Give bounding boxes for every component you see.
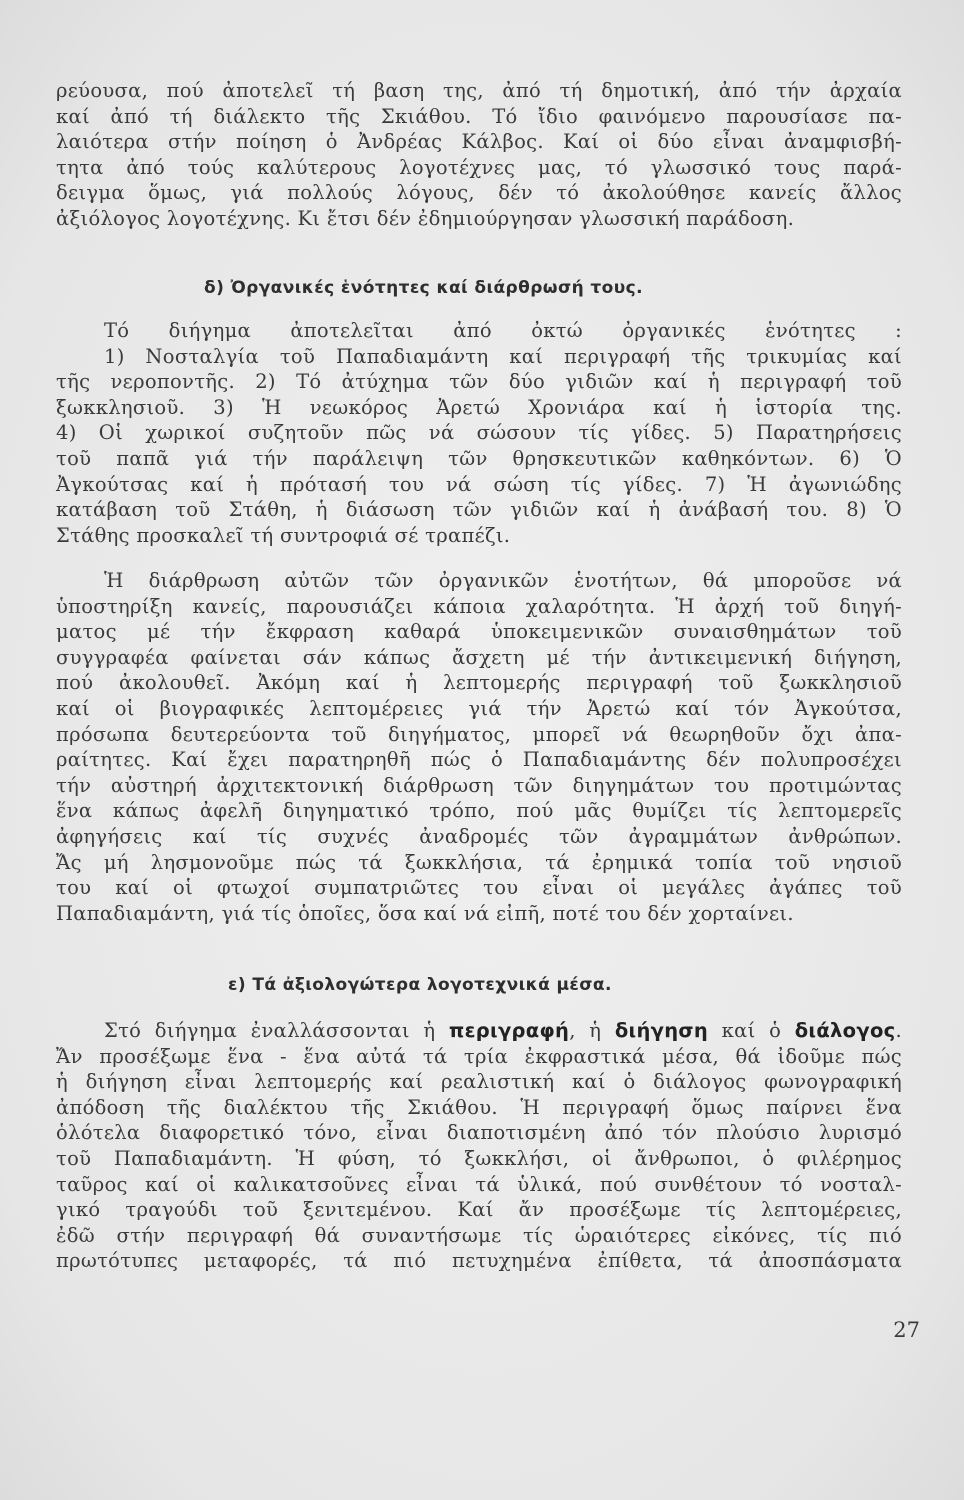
text-line: τήν αὐστηρή ἀρχιτεκτονική διάρθρωση τῶν διηγημάτων του προτιμώντας bbox=[56, 773, 902, 797]
text-line: καί οἱ βιογραφικές λεπτομέρειες γιά τήν Ἀρετώ καί τόν Ἀγκούτσα, bbox=[56, 696, 902, 720]
text-line: 4) Οἱ χωρικοί συζητοῦν πῶς νά σώσουν τίς γίδες. 5) Παρατηρήσεις bbox=[56, 421, 902, 445]
text-line: Στάθης προσκαλεῖ τή συντροφιά σέ τραπέζι. bbox=[56, 523, 511, 547]
paragraph-structure bbox=[56, 568, 902, 926]
paragraph-literary-means bbox=[56, 1018, 902, 1274]
text-line: ταῦρος καί οἱ καλικατσοῦνες εἶναι τά ὑλικά, πού συνθέτουν τό νοσταλ- bbox=[56, 1172, 902, 1196]
text-line: ρεύουσα, πού ἀποτελεῖ τή βαση της, ἀπό τή δημοτική, ἀπό τήν ἀρχαία bbox=[56, 79, 902, 102]
text-line: τητα ἀπό τούς καλύτερους λογοτέχνες μας, τό γλωσσικό τους παρά- bbox=[56, 155, 902, 179]
text-line: Ἡ διάρθρωση αὐτῶν τῶν ὀργανικῶν ἑνοτήτων, θά μποροῦσε νά bbox=[104, 569, 902, 592]
text-line: Τό διήγημα ἀποτελεῖται ἀπό ὀκτώ ὀργανικές ἑνότητες : bbox=[104, 319, 902, 342]
text-line: Ἄν προσέξωμε ἕνα - ἕνα αὐτά τά τρία ἐκφραστικά μέσα, θά ἰδοῦμε πώς bbox=[56, 1044, 902, 1068]
term-description: περιγραφή bbox=[448, 1019, 570, 1042]
text-line: δειγμα ὅμως, γιά πολλούς λόγους, δέν τό ἀκολούθησε κανείς ἄλλος bbox=[56, 181, 902, 205]
text-line: πρωτότυπες μεταφορές, τά πιό πετυχημένα ἐπίθετα, τά ἀποσπάσματα bbox=[56, 1249, 902, 1273]
text-run: , ἡ bbox=[569, 1019, 615, 1042]
text-line: συγγραφέα φαίνεται σάν κάπως ἄσχετη μέ τήν ἀντικειμενική διήγηση, bbox=[56, 645, 902, 669]
text-line: γικό τραγούδι τοῦ ξενιτεμένου. Καί ἄν προσέξωμε τίς λεπτομέρειες, bbox=[56, 1198, 902, 1222]
text-line: ὁλότελα διαφορετικό τόνο, εἶναι διαποτισμένη ἀπό τόν πλούσιο λυρισμό bbox=[56, 1121, 902, 1145]
paragraph-intro bbox=[56, 78, 902, 232]
section-heading-delta: δ) Ὀργανικές ἑνότητες καί διάρθρωσή τους. bbox=[204, 278, 643, 298]
term-narration: διήγηση bbox=[614, 1019, 709, 1042]
text-line: Ἀγκούτσας καί ἡ πρότασή του νά σώση τίς γίδες. 7) Ἡ ἀγωνιώδης bbox=[56, 472, 902, 496]
text-line: ματος μέ τήν ἔκφραση καθαρά ὑποκειμενικῶν συναισθημάτων τοῦ bbox=[56, 620, 902, 644]
text-line: του καί οἱ φτωχοί συμπατριῶτες του εἶναι οἱ μεγάλες ἀγάπες τοῦ bbox=[56, 876, 902, 900]
text-run: . bbox=[895, 1019, 903, 1042]
text-line: ἕνα κάπως ἀφελῆ διηγηματικό τρόπο, πού μᾶς θυμίζει τίς λεπτομερεῖς bbox=[56, 799, 902, 823]
text-line: τοῦ Παπαδιαμάντη. Ἡ φύση, τό ξωκκλήσι, οἱ ἄνθρωποι, ὁ φιλέρημος bbox=[56, 1146, 902, 1170]
text-line: Ἄς μή λησμονοῦμε πώς τά ξωκκλήσια, τά ἐρημικά τοπία τοῦ νησιοῦ bbox=[56, 850, 902, 874]
term-dialogue: διάλογος bbox=[794, 1019, 896, 1042]
text-line: Παπαδιαμάντη, γιά τίς ὁποῖες, ὅσα καί νά εἰπῆ, ποτέ του δέν χορταίνει. bbox=[56, 901, 794, 925]
text-line: ἀπόδοση τῆς διαλέκτου τῆς Σκιάθου. Ἡ περιγραφή ὅμως παίρνει ἕνα bbox=[56, 1095, 902, 1119]
text-run: Στό διήγημα ἐναλλάσσονται ἡ bbox=[104, 1019, 449, 1042]
paragraph-organic-units bbox=[56, 318, 902, 548]
text-line: τοῦ παπᾶ γιά τήν παράλειψη τῶν θρησκευτικῶν καθηκόντων. 6) Ὁ bbox=[56, 446, 902, 470]
page-number: 27 bbox=[893, 1318, 920, 1342]
text-line: ξωκκλησιοῦ. 3) Ἡ νεωκόρος Ἀρετώ Χρονιάρα καί ἡ ἱστορία της. bbox=[56, 395, 902, 419]
text-line: ἐδῶ στήν περιγραφή θά συναντήσωμε τίς ὡραιότερες εἰκόνες, τίς πιό bbox=[56, 1223, 902, 1247]
text-line: ἀφηγήσεις καί τίς συχνές ἀναδρομές τῶν ἀγραμμάτων ἀνθρώπων. bbox=[56, 824, 902, 848]
text-line: τῆς νεροποντῆς. 2) Τό ἀτύχημα τῶν δύο γιδιῶν καί ἡ περιγραφή τοῦ bbox=[56, 370, 902, 394]
text-line: κατάβαση τοῦ Στάθη, ἡ διάσωση τῶν γιδιῶν καί ἡ ἀνάβασή του. 8) Ὁ bbox=[56, 498, 902, 522]
text-run: καί ὁ bbox=[708, 1019, 795, 1042]
text-line: πού ἀκολουθεῖ. Ἀκόμη καί ἡ λεπτομερής περιγραφή τοῦ ξωκκλησιοῦ bbox=[56, 671, 902, 695]
text-line: ἡ διήγηση εἶναι λεπτομερής καί ρεαλιστική καί ὁ διάλογος φωνογραφική bbox=[56, 1070, 902, 1094]
text-line: καί ἀπό τή διάλεκτο τῆς Σκιάθου. Τό ἴδιο φαινόμενο παρουσίασε πα- bbox=[56, 104, 902, 128]
text-line: ἀξιόλογος λογοτέχνης. Κι ἔτσι δέν ἐδημιούργησαν γλωσσική παράδοση. bbox=[56, 206, 795, 230]
text-line: λαιότερα στήν ποίηση ὁ Ἀνδρέας Κάλβος. Καί οἱ δύο εἶναι ἀναμφισβή- bbox=[56, 130, 902, 154]
text-line: πρόσωπα δευτερεύοντα τοῦ διηγήματος, μπορεῖ νά θεωρηθοῦν ὄχι ἀπα- bbox=[56, 722, 902, 746]
text-line: ὑποστηρίξη κανείς, παρουσιάζει κάποια χαλαρότητα. Ἡ ἀρχή τοῦ διηγή- bbox=[56, 594, 902, 618]
text-line: ραίτητες. Καί ἔχει παρατηρηθῆ πώς ὁ Παπαδιαμάντης δέν πολυπροσέχει bbox=[56, 748, 902, 772]
text-line: 1) Νοσταλγία τοῦ Παπαδιαμάντη καί περιγραφή τῆς τρικυμίας καί bbox=[104, 344, 902, 368]
means-first-line bbox=[56, 1018, 902, 1044]
section-heading-epsilon: ε) Τά ἀξιολογώτερα λογοτεχνικά μέσα. bbox=[228, 975, 612, 995]
